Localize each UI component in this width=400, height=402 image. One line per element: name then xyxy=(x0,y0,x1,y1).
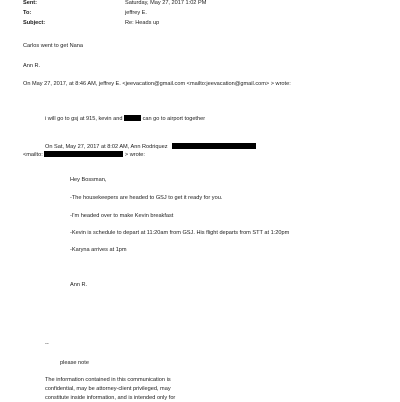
quote2-attribution-text: On Sat, May 27, 2017 at 8:02 AM, Ann Rodriquez xyxy=(45,144,168,150)
sent-value: Saturday, May 27, 2017 1:02 PM xyxy=(125,0,207,6)
quote2-item: -Karyna arrives at 1pm xyxy=(70,247,127,253)
quote2-attribution xyxy=(45,143,256,151)
subject-value: Re: Heads up xyxy=(125,20,160,26)
redaction-block xyxy=(124,115,141,121)
sent-label: Sent: xyxy=(23,0,37,6)
quote2-item: -Kevin is schedule to depart at 11:20am from GSJ. His flight departs from STT at 1:20pm xyxy=(70,230,290,236)
reply-line: Carlos went to get Nana xyxy=(23,43,84,49)
quote1-line xyxy=(45,115,205,123)
reply-signoff: Ann R. xyxy=(23,63,41,69)
redaction-block xyxy=(172,143,256,149)
subject-label: Subject: xyxy=(23,20,46,26)
quote2-greeting: Hey Bossman, xyxy=(70,177,107,183)
quote1-line-part1: i will go to gsj at 915, kevin and xyxy=(45,116,123,122)
to-label: To: xyxy=(23,10,32,16)
mailto-prefix: <mailto: xyxy=(23,152,43,158)
please-note: please note xyxy=(60,360,89,366)
quote2-item: -I'm headed over to make Kevin breakfast xyxy=(70,213,174,219)
quote2-item: -The housekeepers are headed to GSJ to get it ready for you. xyxy=(70,195,223,201)
disclaimer-line: The information contained in this communication is xyxy=(45,377,171,383)
to-value: jeffrey E. xyxy=(125,10,147,16)
disclaimer-line: confidential, may be attorney-client privileged, may xyxy=(45,386,171,392)
disclaimer-line: constitute inside information, and is intended only for xyxy=(45,395,176,401)
redaction-block xyxy=(44,151,123,157)
footer-separator: -- xyxy=(45,341,49,347)
quote1-attribution: On May 27, 2017, at 8:46 AM, jeffrey E. <jeevacation@gmail.com <mailto:jeevacation@gmail.com> > wrote: xyxy=(23,81,291,87)
quote2-mailto xyxy=(23,151,145,159)
quote1-line-part2: can go to airport together xyxy=(142,116,206,122)
quote2-signoff: Ann R. xyxy=(70,282,88,288)
mailto-suffix: > wrote: xyxy=(124,152,145,158)
